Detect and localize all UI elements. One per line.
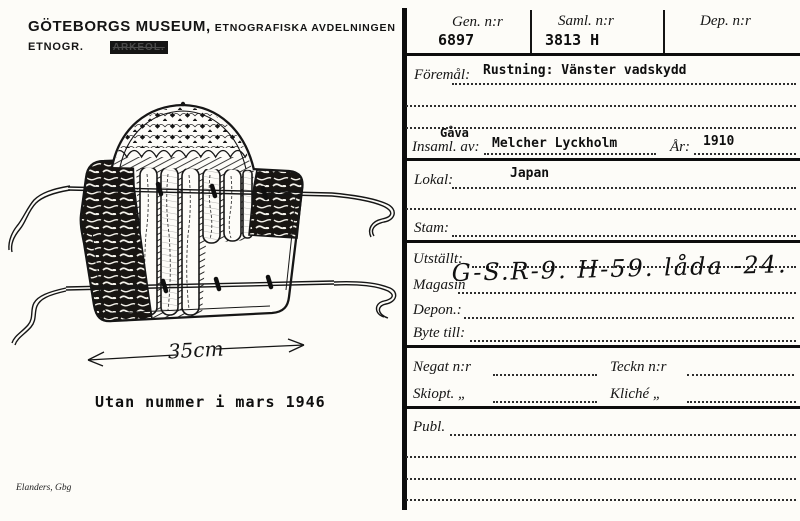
dotted-rule <box>452 83 796 85</box>
dotted-rule <box>687 401 796 403</box>
negat-label: Negat n:r <box>413 359 471 375</box>
vertical-divider <box>402 8 407 510</box>
gen-nr-value: 6897 <box>438 31 475 49</box>
foremal-value: Rustning: Vänster vadskydd <box>483 63 687 78</box>
insaml-value: Melcher Lyckholm <box>492 136 618 151</box>
section-rule <box>402 406 800 409</box>
dotted-rule <box>493 401 597 403</box>
ar-value: 1910 <box>703 134 735 149</box>
dotted-rule <box>687 374 794 376</box>
utstallt-label: Utställt: <box>413 251 464 267</box>
dotted-rule <box>484 153 656 155</box>
gen-nr-label: Gen. n:r <box>452 14 503 30</box>
object-sketch <box>0 95 400 380</box>
arkeol-struck-label: ARKEOL. <box>110 41 168 54</box>
section-rule <box>402 53 800 56</box>
dotted-rule <box>464 317 794 319</box>
printer-mark: Elanders, Gbg <box>16 483 72 493</box>
publ-label: Publ. <box>413 419 446 435</box>
column-separator <box>530 10 532 53</box>
department-line <box>28 37 168 55</box>
dep-nr-label: Dep. n:r <box>700 13 751 29</box>
gava-note: Gåva <box>440 126 469 140</box>
dotted-rule <box>406 456 796 458</box>
lokal-value: Japan <box>510 166 550 181</box>
section-rule <box>402 158 800 161</box>
magasin-value: G-S.R-9. H-59. låda -24. <box>451 250 788 287</box>
dotted-rule <box>452 235 796 237</box>
skiopt-label: Skiopt. „ <box>413 386 467 402</box>
caption: Utan nummer i mars 1946 <box>95 393 326 411</box>
dotted-rule <box>458 292 796 294</box>
insaml-label: Insaml. av: <box>412 139 480 155</box>
section-rule <box>402 240 800 243</box>
saml-nr-value: 3813 H <box>545 31 600 49</box>
right-brocade-panel <box>249 170 302 238</box>
lokal-label: Lokal: <box>414 172 454 188</box>
magasin-label: Magasin <box>413 277 466 293</box>
dotted-rule <box>406 499 796 501</box>
etnogr-label: ETNOGR. <box>28 41 84 53</box>
depon-label: Depon.: <box>413 302 462 318</box>
stam-label: Stam: <box>414 220 449 236</box>
foremal-label: Föremål: <box>414 67 471 83</box>
dimension-label: 35cm <box>167 336 225 364</box>
dotted-rule <box>493 374 597 376</box>
column-separator <box>663 10 665 53</box>
museum-department: ETNOGRAFISKA AVDELNINGEN <box>214 22 396 34</box>
dotted-rule <box>406 478 796 480</box>
dotted-rule <box>450 434 796 436</box>
letterhead <box>28 18 396 36</box>
dotted-rule <box>406 105 796 107</box>
dotted-rule <box>452 187 796 189</box>
ar-label: År: <box>670 139 690 155</box>
museum-name: GÖTEBORGS MUSEUM, <box>28 18 211 35</box>
saml-nr-label: Saml. n:r <box>558 13 614 29</box>
byte-label: Byte till: <box>413 325 466 341</box>
dotted-rule <box>694 153 796 155</box>
kliche-label: Kliché „ <box>610 386 662 402</box>
dotted-rule <box>406 208 796 210</box>
dotted-rule <box>470 340 796 342</box>
section-rule <box>402 345 800 348</box>
teckn-label: Teckn n:r <box>610 359 667 375</box>
